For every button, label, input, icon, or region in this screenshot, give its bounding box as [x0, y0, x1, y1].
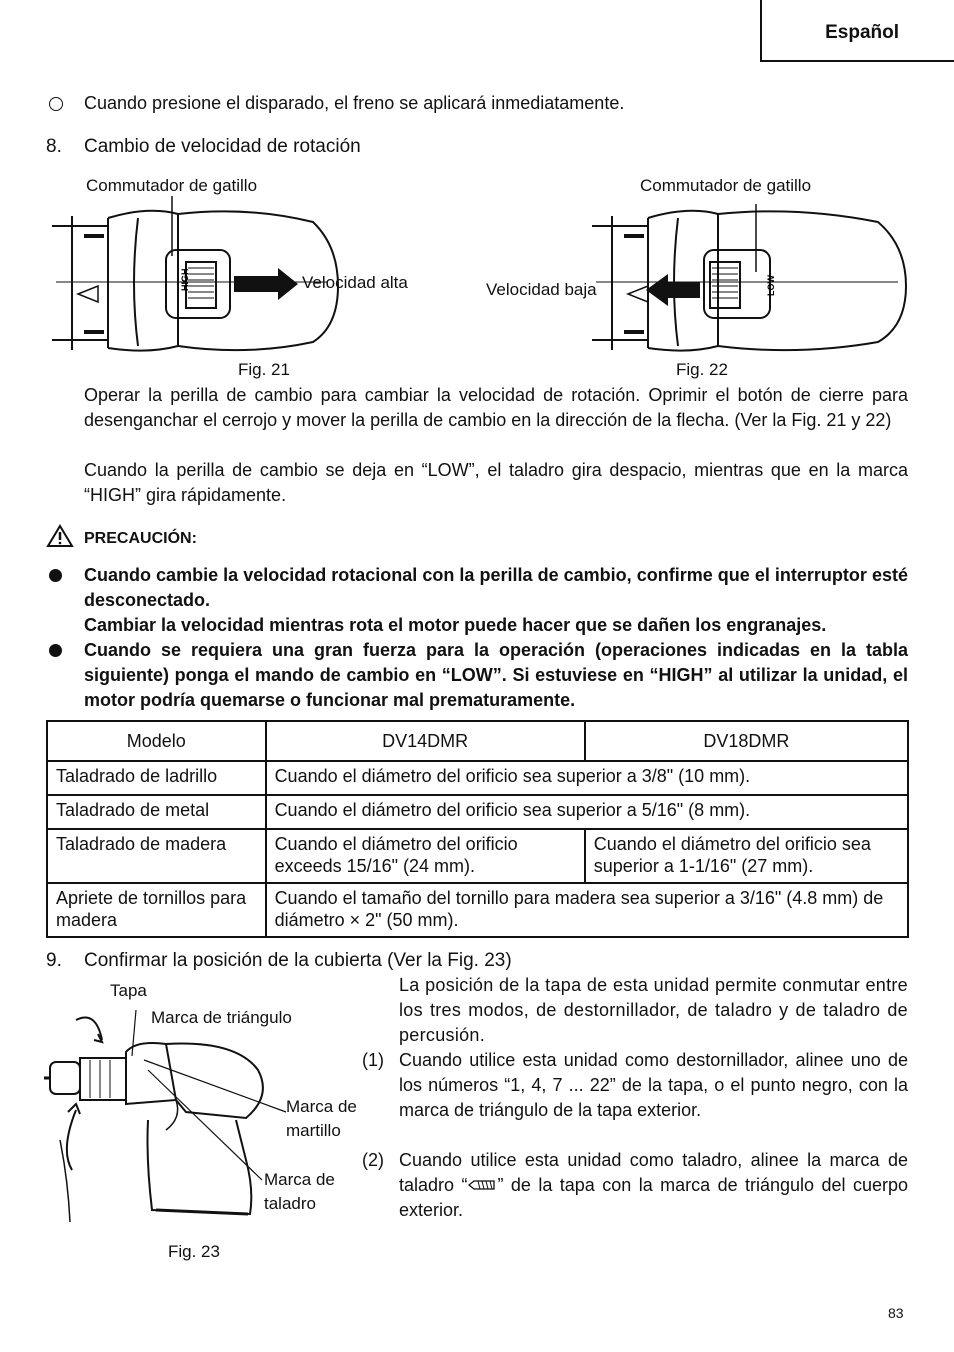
section-9-item1-number: (1)	[362, 1050, 384, 1070]
caution-item-2: Cuando se requiera una gran fuerza para la operación (operaciones indicadas en la tabla siguiente) ponga el mando de cambio en “LOW”. Si estuviese en “HIGH” al utilizar la unidad, el motor podría quemarse o funcionar mal prematuramente.	[84, 640, 908, 710]
table-row	[47, 883, 908, 937]
section-8-para1: Operar la perilla de cambio para cambiar la velocidad de rotación. Oprimir el botón de cierre para desenganchar el cerrojo y mover la perilla de cambio en la dirección de la flecha. (Ver la Fig. 21 y 22)	[84, 385, 908, 430]
warning-triangle-icon	[46, 524, 74, 548]
fig23-hammer-label-1: Marca de	[286, 1097, 357, 1116]
fig22-switch-label: Commutador de gatillo	[640, 176, 812, 195]
section-8-para2: Cuando la perilla de cambio se deja en “LOW”, el taladro gira despacio, mientras que en la marca “HIGH” gira rápidamente.	[84, 460, 908, 505]
fig22-low-mark: LOW	[766, 275, 776, 296]
table-row	[47, 829, 908, 883]
table-row	[47, 761, 908, 795]
table-header-cell: Modelo	[47, 721, 266, 761]
section-9-item2-text-pre: Cuando utilice esta unidad como taladro, alinee la marca de taladro “	[399, 1150, 908, 1195]
section-9-item2	[399, 1148, 908, 1223]
table-row-label: Taladrado de madera	[47, 829, 266, 883]
caution-title: PRECAUCIÓN:	[84, 530, 197, 547]
fig22-speed-label: Velocidad baja	[486, 280, 597, 299]
section-9-title: Confirmar la posición de la cubierta (Ver la Fig. 23)	[84, 950, 512, 971]
page-number: 83	[888, 1305, 904, 1321]
fig21-speed-label: Velocidad alta	[302, 273, 408, 292]
table-cell: Cuando el diámetro del orificio sea superior a 5/16" (8 mm).	[266, 795, 908, 829]
section-9-number: 9.	[46, 950, 62, 971]
table-row-label: Apriete de tornillos para madera	[47, 883, 266, 937]
table-cell: Cuando el diámetro del orificio sea superior a 3/8" (10 mm).	[266, 761, 908, 795]
hollow-bullet-icon	[49, 97, 63, 111]
spec-table	[46, 720, 909, 938]
table-row	[47, 795, 908, 829]
section-9-item2-number: (2)	[362, 1150, 384, 1170]
table-header-cell: DV18DMR	[585, 721, 908, 761]
drill-mark-icon	[467, 1178, 497, 1192]
fig21-caption: Fig. 21	[238, 360, 290, 379]
table-header-cell: DV14DMR	[266, 721, 585, 761]
section-9-item1: Cuando utilice esta unidad como destornillador, alinee uno de los números “1, 4, 7 ... 22” de la tapa, o el punto negro, con la marca de triángulo de la tapa exterior.	[399, 1050, 908, 1120]
section-8-number: 8.	[46, 136, 62, 157]
fig23-hammer-label-2: martillo	[286, 1121, 341, 1140]
table-cell: Cuando el tamaño del tornillo para madera sea superior a 3/16" (4.8 mm) de diámetro × 2" (50 mm).	[266, 883, 908, 937]
language-label: Español	[825, 22, 899, 43]
fig23-drill-label-1: Marca de	[264, 1170, 335, 1189]
fig23-drill-illustration	[36, 1000, 296, 1225]
fig23-cap-label: Tapa	[110, 981, 147, 1000]
fig21-drill-illustration	[48, 196, 348, 356]
bullet-icon	[49, 569, 62, 582]
table-row-label: Taladrado de metal	[47, 795, 266, 829]
intro-note: Cuando presione el disparado, el freno se aplicará inmediatamente.	[84, 93, 625, 113]
fig21-switch-label: Commutador de gatillo	[86, 176, 258, 195]
fig22-caption: Fig. 22	[676, 360, 728, 379]
caution-item-1a: Cuando cambie la velocidad rotacional con la perilla de cambio, confirme que el interruptor esté desconectado.	[84, 565, 908, 610]
section-8-title: Cambio de velocidad de rotación	[84, 136, 361, 157]
fig23-drill-label-2: taladro	[264, 1194, 316, 1213]
caution-item-1b: Cambiar la velocidad mientras rota el motor puede hacer que se dañen los engranajes.	[84, 615, 827, 635]
section-9-para: La posición de la tapa de esta unidad permite conmutar entre los tres modos, de destornillador, de taladro y de taladro de percusión.	[399, 975, 908, 1045]
table-cell: Cuando el diámetro del orificio sea superior a 1-1/16" (27 mm).	[585, 829, 908, 883]
fig23-caption: Fig. 23	[168, 1242, 220, 1261]
fig22-drill-illustration	[588, 196, 908, 356]
language-tab	[760, 0, 954, 62]
fig23-triangle-label: Marca de triángulo	[151, 1008, 292, 1027]
bullet-icon	[49, 644, 62, 657]
table-row-label: Taladrado de ladrillo	[47, 761, 266, 795]
table-cell: Cuando el diámetro del orificio exceeds 15/16" (24 mm).	[266, 829, 585, 883]
section-9-item2-text-post: ” de la tapa con la marca de triángulo del cuerpo exterior.	[399, 1175, 908, 1220]
table-header-row	[47, 721, 908, 761]
fig21-high-mark: HIGH	[180, 268, 190, 291]
